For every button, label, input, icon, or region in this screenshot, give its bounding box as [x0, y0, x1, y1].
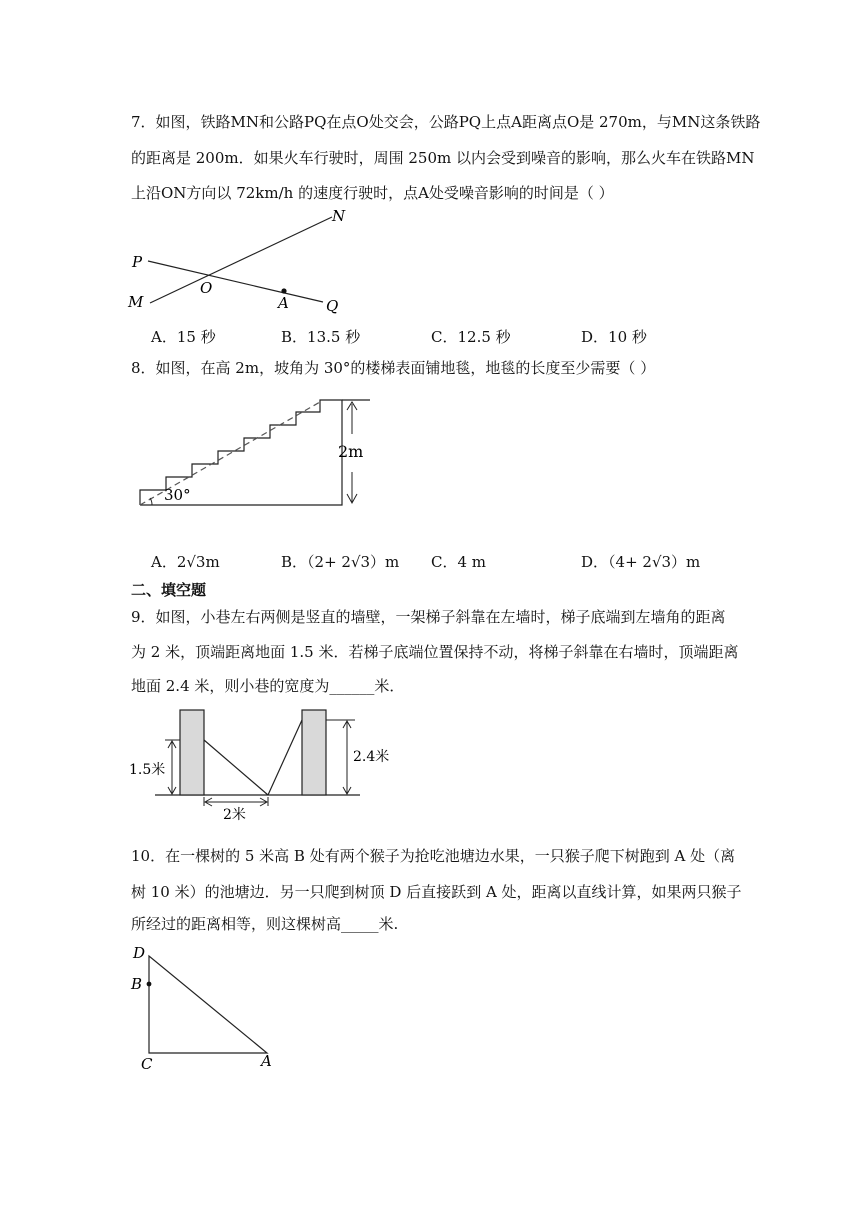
- q7-option-a[interactable]: A．15 秒: [151, 328, 216, 346]
- q8-option-a[interactable]: A．2√3m: [151, 553, 220, 571]
- q9-right-wall: [302, 710, 326, 795]
- q10-label-b: B: [131, 975, 143, 993]
- q10-label-c: C: [141, 1055, 153, 1073]
- q7-label-a: A: [278, 294, 289, 312]
- q7-line-mn: [150, 217, 332, 303]
- q8-angle-label: 30°: [164, 486, 191, 504]
- q7-option-b[interactable]: B．13.5 秒: [281, 328, 361, 346]
- q7-option-c[interactable]: C．12.5 秒: [431, 328, 511, 346]
- q7-label-m: M: [128, 293, 144, 311]
- q7-option-d[interactable]: D．10 秒: [581, 328, 647, 346]
- q7-point-a: [281, 288, 286, 293]
- q9-right-label: 2.4米: [353, 749, 390, 765]
- q10-triangle: [149, 956, 267, 1053]
- q8-option-c[interactable]: C．4 m: [431, 553, 487, 571]
- q7-line-pq: [148, 261, 323, 302]
- q9-ladder-right: [268, 720, 302, 795]
- q8-option-d[interactable]: D．（4+ 2√3）m: [581, 553, 701, 571]
- q8-option-b[interactable]: B．（2+ 2√3）m: [281, 553, 400, 571]
- q10-line-3: 所经过的距离相等，则这棵树高_____米.: [131, 915, 399, 933]
- q7-figure: [120, 205, 360, 320]
- q7-line-3: 上沿ON方向以 72km/h 的速度行驶时，点A处受噪音影响的时间是（ ）: [131, 184, 614, 202]
- q7-label-p: P: [132, 253, 143, 271]
- q8-height-label: 2m: [338, 442, 364, 461]
- q9-left-wall: [180, 710, 204, 795]
- q9-line-2: 为 2 米，顶端距离地面 1.5 米．若梯子底端位置保持不动，将梯子斜靠在右墙时，顶端距离: [131, 643, 739, 661]
- q7-label-q: Q: [326, 297, 339, 315]
- q10-point-b: [147, 982, 152, 987]
- q9-figure: [125, 700, 395, 825]
- q9-ladder-left: [204, 740, 268, 795]
- q9-line-1: 9．如图，小巷左右两侧是竖直的墙壁，一架梯子斜靠在左墙时，梯子底端到左墙角的距离: [131, 608, 726, 626]
- q8-angle-arc: [150, 498, 152, 505]
- q8-figure: [130, 390, 380, 515]
- section-title-fill-in: 二、填空题: [131, 581, 207, 599]
- q9-line-3: 地面 2.4 米，则小巷的宽度为______米．: [131, 677, 405, 695]
- q10-label-d: D: [133, 944, 146, 962]
- q7-label-n: N: [332, 207, 346, 225]
- q8-line-1: 8．如图，在高 2m，坡角为 30°的楼梯表面铺地毯，地毯的长度至少需要（ ）: [131, 359, 656, 377]
- q10-line-1: 10．在一棵树的 5 米高 B 处有两个猴子为抢吃池塘边水果，一只猴子爬下树跑到 A 处（离: [131, 847, 736, 865]
- q10-label-a: A: [261, 1052, 272, 1070]
- q7-label-o: O: [200, 279, 213, 297]
- q9-left-label: 1.5米: [129, 762, 166, 778]
- q7-line-2: 的距离是 200m．如果火车行驶时，周围 250m 以内会受到噪音的影响，那么火车在铁路MN: [131, 149, 755, 167]
- q10-figure: [125, 940, 295, 1075]
- q10-line-2: 树 10 米）的池塘边．另一只爬到树顶 D 后直接跃到 A 处，距离以直线计算，如果两只猴子: [131, 883, 742, 901]
- q7-line-1: 7．如图，铁路MN和公路PQ在点O处交会，公路PQ上点A距离点O是 270m，与MN这条铁路: [131, 113, 761, 131]
- q9-bottom-label: 2米: [223, 807, 246, 823]
